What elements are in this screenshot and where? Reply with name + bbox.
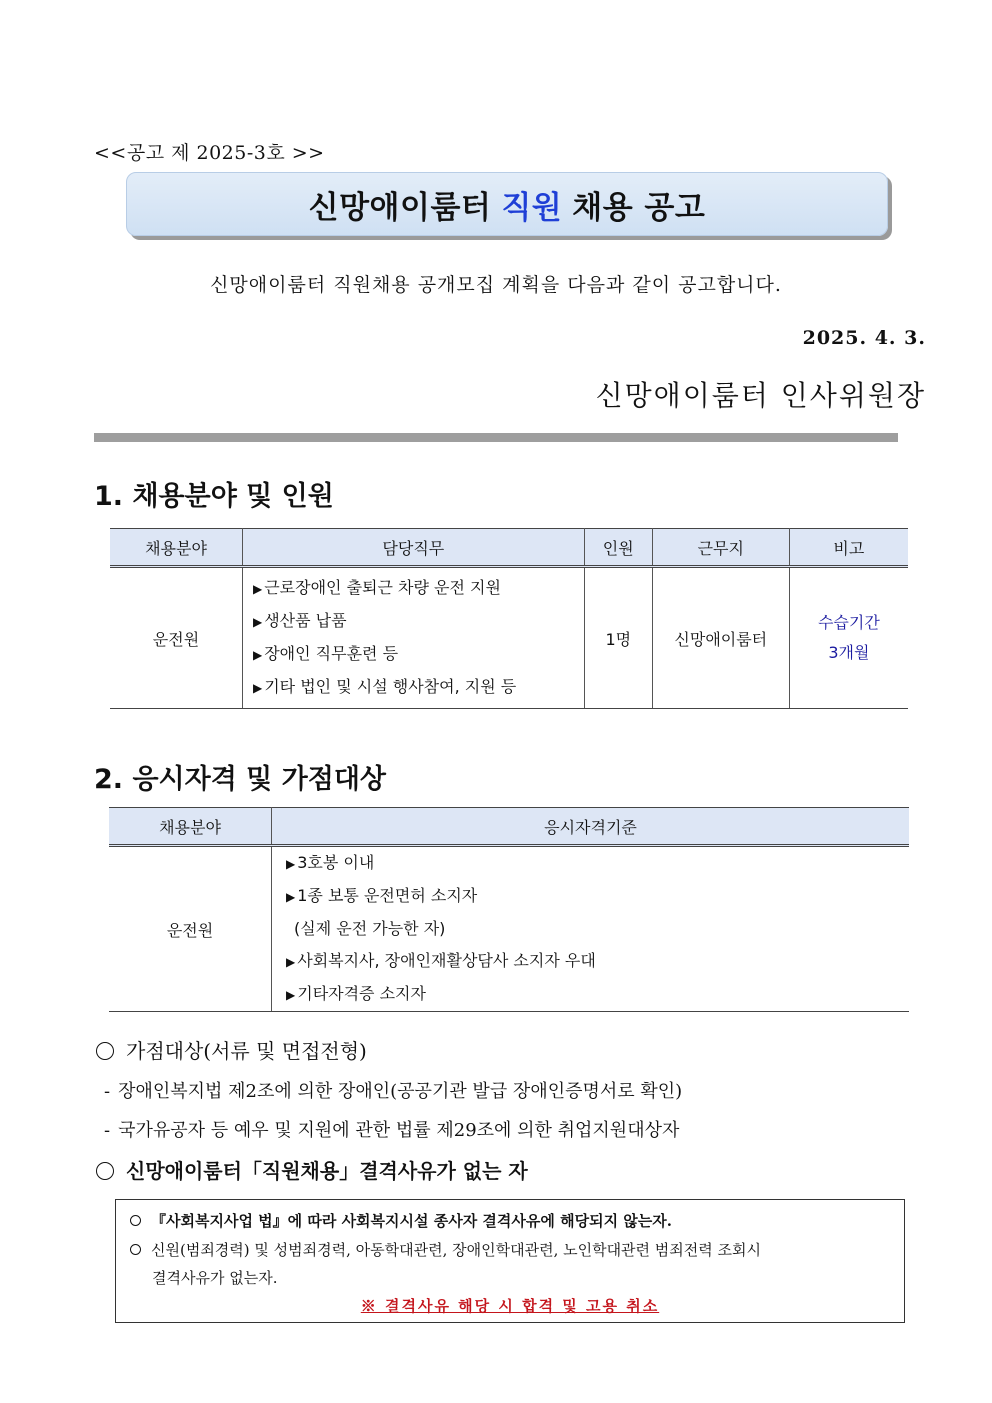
criteria-cell [272, 846, 910, 1012]
circle-bullet-icon [130, 1215, 141, 1226]
table-header-row [109, 808, 909, 846]
field-cell: 운전원 [110, 567, 242, 709]
list-item: ▶ 장애인 직무훈련 등 [252, 644, 399, 663]
title-highlight: 직원 [501, 189, 563, 226]
divider [94, 433, 898, 442]
section1-heading: 1. 채용분야 및 인원 [94, 481, 334, 512]
col-header: 비고 [789, 529, 908, 567]
table-row [109, 846, 909, 1012]
bonus-heading: 가점대상(서류 및 면접전형) [96, 1035, 367, 1064]
triangle-bullet-icon: ▶ [286, 890, 296, 904]
box-item-continued: 결격사유가 없는자. [152, 1269, 278, 1287]
intro-text: 신망애이룸터 직원채용 공개모집 계획을 다음과 같이 공고합니다. [210, 274, 782, 296]
triangle-bullet-icon: ▶ [252, 681, 263, 695]
bonus-item: - 국가유공자 등 예우 및 지원에 관한 법률 제29조에 의한 취업지원대상자 [104, 1120, 680, 1141]
triangle-bullet-icon: ▶ [252, 615, 263, 629]
triangle-bullet-icon: ▶ [252, 582, 263, 596]
location-cell: 신망애이룸터 [652, 567, 789, 709]
col-header: 응시자격기준 [272, 808, 910, 846]
notice-number: <<공고 제 2025-3호 >> [94, 142, 325, 164]
circle-bullet-icon [96, 1042, 114, 1060]
box-item: 신원(범죄경력) 및 성범죄경력, 아동학대관련, 장애인학대관련, 노인학대관련 범죄전력 조회시 [130, 1239, 761, 1260]
disqualification-box [115, 1199, 905, 1323]
col-header: 담당직무 [242, 529, 584, 567]
col-header: 근무지 [652, 529, 789, 567]
disqualify-heading: 신망애이룸터「직원채용」결격사유가 없는 자 [96, 1155, 528, 1184]
duties-cell [242, 567, 584, 709]
title-banner [126, 172, 888, 236]
list-item: ▶ 기타 법인 및 시설 행사참여, 지원 등 [252, 677, 517, 696]
section2-heading: 2. 응시자격 및 가점대상 [94, 764, 386, 795]
count-cell: 1명 [584, 567, 652, 709]
circle-bullet-icon [96, 1162, 114, 1180]
table-row [110, 567, 908, 709]
signer: 신망애이룸터 인사위원장 [595, 379, 926, 412]
triangle-bullet-icon: ▶ [286, 857, 296, 871]
col-header: 채용분야 [110, 529, 242, 567]
list-item: ▶ 3호봉 이내 [286, 853, 375, 872]
note-line: 3개월 [828, 643, 870, 662]
recruitment-table [110, 528, 908, 709]
list-item: ▶ 생산품 납품 [252, 611, 347, 630]
col-header: 인원 [584, 529, 652, 567]
triangle-bullet-icon: ▶ [252, 648, 263, 662]
note-line: 수습기간 [817, 613, 880, 632]
note-cell [789, 567, 908, 709]
bonus-item: - 장애인복지법 제2조에 의한 장애인(공공기관 발급 장애인증명서로 확인) [104, 1081, 683, 1102]
list-item: (실제 운전 가능한 자) [294, 919, 446, 938]
title-part1: 신망애이룸터 [308, 189, 492, 226]
list-item: ▶ 1종 보통 운전면허 소지자 [286, 886, 478, 905]
warning-text: ※ 결격사유 해당 시 합격 및 고용 취소 [360, 1297, 660, 1315]
title-part2: 채용 공고 [572, 189, 706, 226]
list-item: ▶ 기타자격증 소지자 [286, 984, 426, 1003]
table-header-row [110, 529, 908, 567]
triangle-bullet-icon: ▶ [286, 955, 296, 969]
circle-bullet-icon [130, 1244, 141, 1255]
field-cell: 운전원 [109, 846, 272, 1012]
box-item: 『사회복지사업 법』에 따라 사회복지시설 종사자 결격사유에 해당되지 않는자. [130, 1210, 672, 1231]
list-item: ▶ 근로장애인 출퇴근 차량 운전 지원 [252, 578, 501, 597]
qualification-table [109, 807, 909, 1012]
list-item: ▶ 사회복지사, 장애인재활상담사 소지자 우대 [286, 951, 596, 970]
announcement-date: 2025. 4. 3. [802, 327, 926, 349]
col-header: 채용분야 [109, 808, 272, 846]
triangle-bullet-icon: ▶ [286, 988, 296, 1002]
